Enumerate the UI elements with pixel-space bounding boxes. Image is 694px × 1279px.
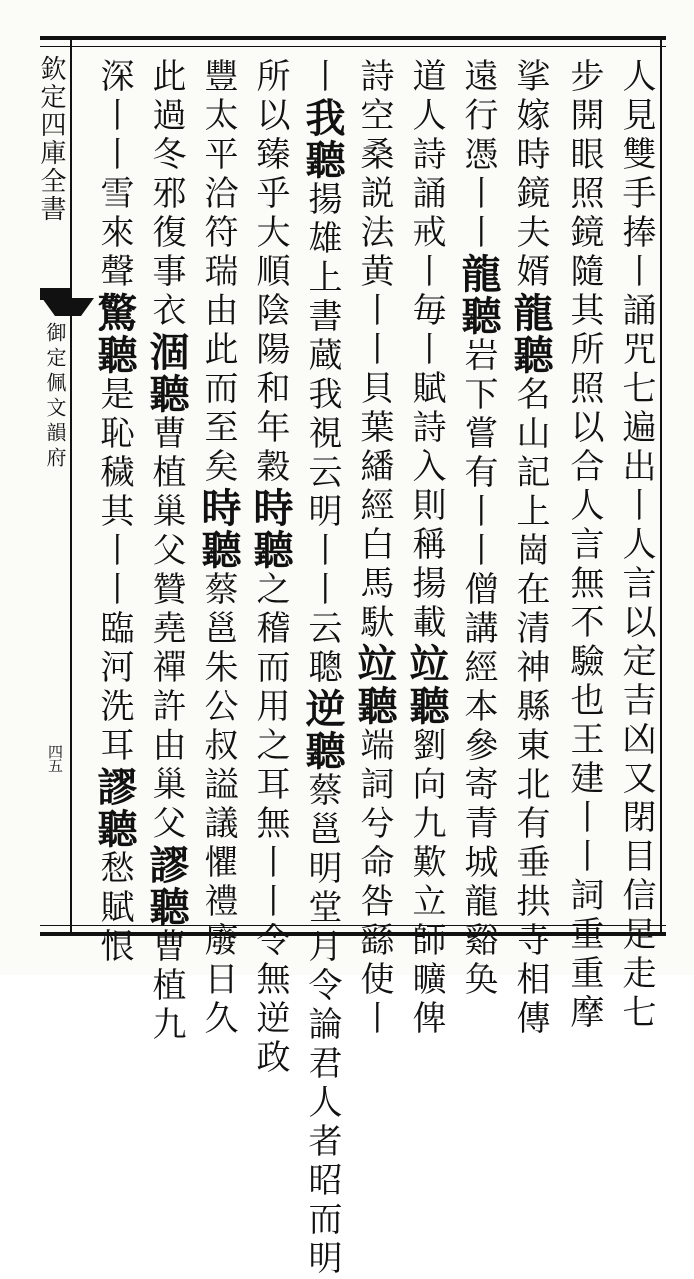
left-border: [70, 40, 72, 933]
top-border-inner: [40, 46, 666, 47]
commentary-text: 端詞兮命咎繇使丨: [354, 727, 394, 1039]
text-column: [140, 58, 192, 1045]
commentary-text: 丨: [302, 58, 342, 97]
text-column: [296, 58, 348, 1279]
commentary-text: 劉向九歎立師曠俾: [406, 727, 446, 1039]
text-column: [84, 58, 140, 967]
headword: 龍: [507, 292, 554, 334]
text-column: [452, 58, 504, 1000]
top-border-outer: [40, 36, 666, 40]
headword: 謬聽: [91, 766, 138, 850]
commentary-text: 揚雄上書蔵我視云明丨丨云聰: [302, 181, 342, 688]
commentary-text: 道人詩誦戒丨毎丨賦詩入則稱揚載: [406, 58, 446, 643]
text-column: [400, 58, 452, 1039]
headword: 逆聽: [299, 688, 346, 772]
commentary-text: 詩空桑説法黄丨丨貝葉繙經白馬馱: [354, 58, 394, 643]
commentary-text: 岩下嘗有丨丨僧講經本參寄青城龍谿奂: [458, 337, 498, 1000]
headword: 聽: [507, 334, 554, 376]
commentary-text: 挲嫁時鏡夫婿: [510, 58, 550, 292]
commentary-text: 步開眼照鏡隨其所照以合人言無不驗也王建丨丨詞重重摩: [564, 58, 604, 1033]
right-border: [660, 40, 662, 933]
margin-book-title: 御定佩文韻府: [43, 322, 67, 472]
commentary-text: 此過冬邪復事衣: [146, 58, 186, 331]
commentary-text: 蔡邕朱公叔謚議懼禮廢日久: [198, 571, 238, 1039]
commentary-text: 曹植九: [146, 928, 186, 1045]
headword: 涸聽: [143, 331, 190, 415]
text-column: [348, 58, 400, 1039]
commentary-text: 人見雙手捧丨誦咒七遍出丨人言以定吉凶又閉目信足走七: [616, 58, 656, 1033]
headword: 龍聽: [455, 253, 502, 337]
text-column: [608, 58, 660, 1033]
headword: 我聽: [299, 97, 346, 181]
headword: 謬聽: [143, 844, 190, 928]
commentary-text: 所以臻乎大順陰陽和年穀: [250, 58, 290, 487]
commentary-text: 是恥穢其丨丨臨河洗耳: [94, 376, 134, 766]
margin-collection-title: 欽定四庫全書: [36, 55, 66, 223]
text-column: [244, 58, 296, 1078]
commentary-text: 曹植巢父贊堯禪許由巢父: [146, 415, 186, 844]
headword: 驚聽: [91, 292, 138, 376]
text-column: [556, 58, 608, 1033]
commentary-text: 愁賦恨: [94, 850, 134, 967]
headword: 竝聽: [403, 643, 450, 727]
commentary-text: 豐太平洽符瑞由此而至矣: [198, 58, 238, 487]
headword: 竝聽: [351, 643, 398, 727]
headword: 時聽: [195, 487, 242, 571]
text-column: [504, 58, 556, 1039]
page-number: 四五: [46, 744, 64, 772]
text-column: [192, 58, 244, 1039]
commentary-text: 深丨丨雪來聲: [94, 58, 134, 292]
commentary-text: 蔡邕明堂月令論君人者昭而明: [302, 772, 342, 1279]
commentary-text: 之稽而用之耳無丨丨令無逆政: [250, 571, 290, 1078]
headword: 時聽: [247, 487, 294, 571]
commentary-text: 名山記上崗在清神縣東北有垂拱寺相傳: [510, 376, 550, 1039]
commentary-text: 遠行憑丨丨: [458, 58, 498, 253]
